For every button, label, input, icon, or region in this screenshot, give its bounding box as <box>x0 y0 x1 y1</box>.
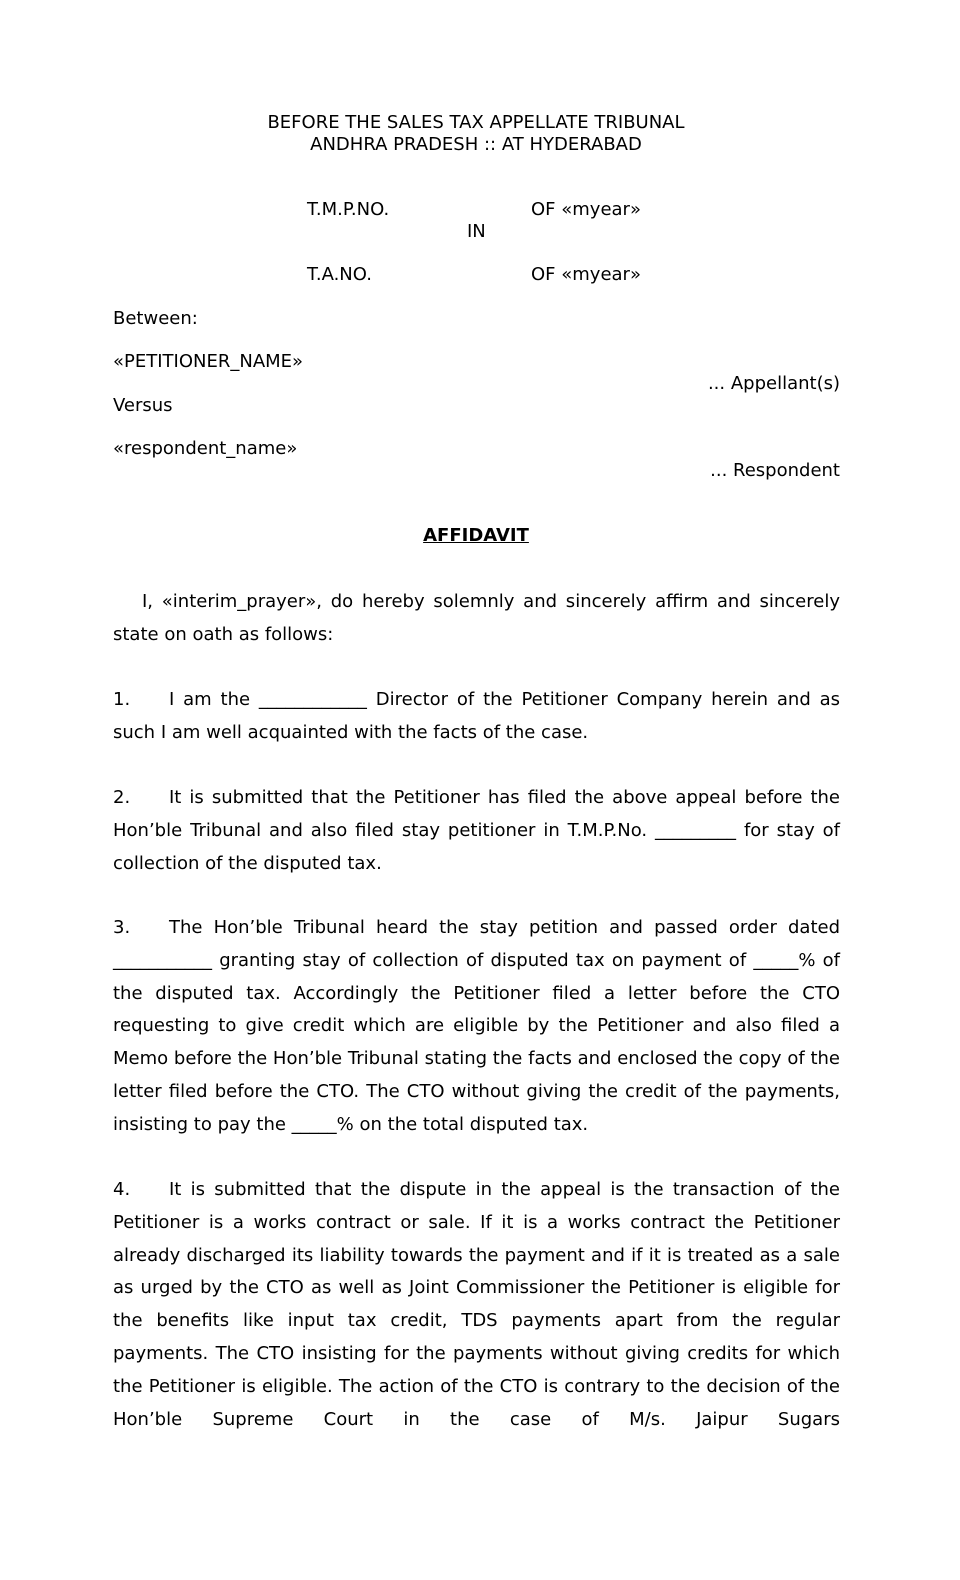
tmp-number-label: T.M.P.NO. <box>307 199 390 220</box>
respondent-role: ... Respondent <box>710 460 840 481</box>
petitioner-name: «PETITIONER_NAME» <box>113 351 304 372</box>
respondent-name: «respondent_name» <box>113 438 298 459</box>
tmp-year: OF «myear» <box>531 199 641 220</box>
paragraph-number: 3. <box>113 917 131 938</box>
paragraph-text: I am the ____________ Director of the Petitioner Company herein and as such I am well acquainted with the facts of the case. <box>113 689 840 743</box>
ta-year: OF «myear» <box>531 264 641 285</box>
paragraph-4 <box>113 1174 840 1436</box>
paragraph-number: 2. <box>113 787 131 808</box>
court-name: BEFORE THE SALES TAX APPELLATE TRIBUNAL <box>267 112 685 133</box>
paragraph-text: The Hon’ble Tribunal heard the stay petition and passed order dated ___________ granting stay of collection of disputed tax on payment of _____% of the disputed tax. Accordingly the Petitioner filed a letter before the CTO requesting to give credit which are eligible by the Petitioner and also filed a Memo before the Hon’ble Tribunal stating the facts and enclosed the copy of the letter filed before the CTO. The CTO without giving the credit of the payments, insisting to pay the _____% on the total disputed tax. <box>113 917 840 1135</box>
affidavit-title: AFFIDAVIT <box>423 525 529 546</box>
ta-number-label: T.A.NO. <box>307 264 372 285</box>
affidavit-intro <box>113 586 840 652</box>
appellant-role: ... Appellant(s) <box>707 373 840 394</box>
paragraph-number: 1. <box>113 689 131 710</box>
paragraph-text: It is submitted that the dispute in the appeal is the transaction of the Petitioner is a works contract or sale. If it is a works contract the Petitioner already discharged its liability towards the payment and if it is treated as a sale as urged by the CTO as well as Joint Commissioner the Petitioner is eligible for the benefits like input tax credit, TDS payments apart from the regular payments. The CTO insisting for the payments without giving credits for which the Petitioner is eligible. The action of the CTO is contrary to the decision of the Hon’ble Supreme Court in the case of M/s. Jaipur Sugars <box>113 1179 840 1430</box>
paragraph-number: 4. <box>113 1179 131 1200</box>
court-location: ANDHRA PRADESH :: AT HYDERABAD <box>310 134 642 155</box>
in-label: IN <box>467 221 486 242</box>
paragraph-1 <box>113 684 840 750</box>
intro-text: I, «interim_prayer», do hereby solemnly and sincerely affirm and sincerely state on oath as follows: <box>113 591 840 645</box>
paragraph-2 <box>113 782 840 880</box>
paragraph-3 <box>113 912 840 1142</box>
versus-label: Versus <box>113 395 173 416</box>
between-label: Between: <box>113 308 198 329</box>
paragraph-text: It is submitted that the Petitioner has filed the above appeal before the Hon’ble Tribunal and also filed stay petitioner in T.M.P.No. _________ for stay of collection of the disputed tax. <box>113 787 840 874</box>
